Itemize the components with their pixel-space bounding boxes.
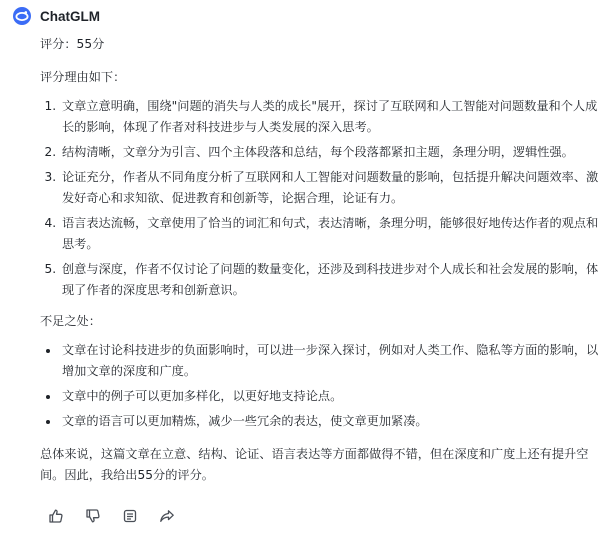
dislike-button[interactable] [83,506,103,526]
chatglm-logo-icon [12,6,32,26]
summary-paragraph: 总体来说，这篇文章在立意、结构、论证、语言表达等方面都做得不错，但在深度和广度上还有提升空间。因此，我给出55分的评分。 [40,447,589,482]
list-item: • 文章的语言可以更加精炼，减少一些冗余的表达，使文章更加紧凑。 [60,411,600,432]
reasons-list [40,96,600,301]
reasons-title: 评分理由如下： [40,70,126,84]
thumbs-up-icon [48,508,64,524]
list-item: 5. 创意与深度，作者不仅讨论了问题的数量变化，还涉及到科技进步对个人成长和社会发展的影响，体现了作者的深度思考和创新意识。 [60,259,600,301]
share-button[interactable] [157,506,177,526]
list-item: 1. 文章立意明确，围绕"问题的消失与人类的成长"展开，探讨了互联网和人工智能对问题数量和个人成长的影响，体现了作者对科技进步与人类发展的深入思考。 [60,96,600,138]
list-item: • 文章中的例子可以更加多样化，以更好地支持论点。 [60,386,600,407]
copy-icon [122,508,138,524]
assistant-name: ChatGLM [40,8,100,24]
thumbs-down-icon [85,508,101,524]
assistant-message [40,34,600,486]
list-item: 4. 语言表达流畅，文章使用了恰当的词汇和句式，表达清晰，条理分明，能够很好地传达作者的观点和思考。 [60,213,600,255]
share-icon [159,508,175,524]
shortcomings-list [40,340,600,432]
like-button[interactable] [46,506,66,526]
message-actions [46,506,194,526]
list-item: • 文章在讨论科技进步的负面影响时，可以进一步深入探讨，例如对人类工作、隐私等方面的影响，以增加文章的深度和广度。 [60,340,600,382]
assistant-header [12,4,100,28]
list-item: 2. 结构清晰，文章分为引言、四个主体段落和总结，每个段落都紧扣主题，条理分明，逻辑性强。 [60,142,600,163]
list-item: 3. 论证充分，作者从不同角度分析了互联网和人工智能对问题数量的影响，包括提升解决问题效率、激发好奇心和求知欲、促进教育和创新等，论据合理，论证有力。 [60,167,600,209]
copy-button[interactable] [120,506,140,526]
shortcomings-title: 不足之处： [40,314,101,328]
score-line: 评分：55分 [40,37,105,51]
